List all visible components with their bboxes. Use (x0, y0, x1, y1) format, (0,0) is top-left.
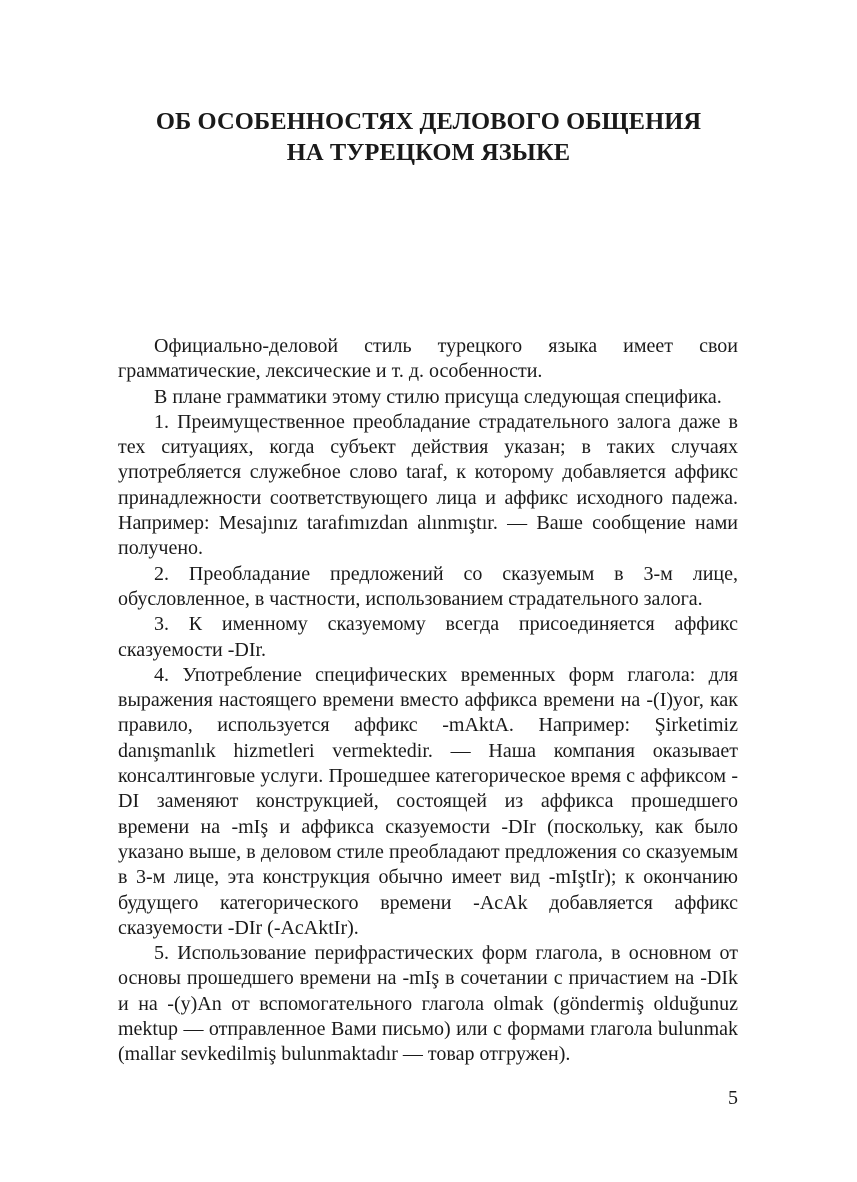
paragraph-intro: Официально-деловой стиль турецкого языка имеет свои грамматические, лексические и т. д. особенности. (118, 335, 738, 383)
page-number: 5 (728, 1087, 738, 1109)
paragraph-grammar-lead: В плане грамматики этому стилю присуща следующая специфика. (154, 385, 722, 408)
page-title (100, 106, 757, 168)
paragraph-item-2: 2. Преобладание предложений со сказуемым в 3-м лице, обусловленное, в частности, использованием страдательного залога. (118, 562, 738, 610)
page-title-line-2: НА ТУРЕЦКОМ ЯЗЫКЕ (286, 139, 571, 166)
paragraph-item-3: 3. К именному сказуемому всегда присоединяется аффикс сказуемости -DIr. (118, 613, 738, 661)
paragraph-item-1: 1. Преимущественное преобладание страдательного залога даже в тех ситуациях, когда субъект действия указан; в таких случаях употребляется служебное слово taraf, к которому добавляется аффикс принадлежности соответствующего лица и аффикс исходного падежа. Например: Mesajınız tarafımızdan alınmıştır. — Ваше сообщение нами получено. (118, 410, 738, 560)
paragraph-item-5: 5. Использование перифрастических форм глагола, в основном от основы прошедшего времени на -mIş в сочетании с причастием на -DIk и на -(y)An от вспомогательного глагола olmak (göndermiş olduğunuz mektup — отправленное Вами письмо) или с формами глагола bulunmak (mallar sevkedilmiş bulunmaktadır — товар отгружен). (118, 942, 738, 1066)
body-text (118, 334, 738, 1068)
paragraph-item-4: 4. Употребление специфических временных форм глагола: для выражения настоящего времени вместо аффикса времени на -(I)yor, как правило, используется аффикс -mAktA. Например: Şirketimiz danışmanlık hizmetleri vermektedir. — Наша компания оказывает консалтинговые услуги. Прошедшее категорическое время с аффиксом -DI заменяют конструкцией, состоящей из аффикса прошедшего времени на -mIş и аффикса сказуемости -DIr (поскольку, как было указано выше, в деловом стиле преобладают предложения со сказуемым в 3-м лице, эта конструкция обычно имеет вид -mIştIr); к окончанию будущего категорического времени -AcAk добавляется аффикс сказуемости -DIr (-AcAktIr). (118, 663, 738, 939)
page-title-line-1: ОБ ОСОБЕННОСТЯХ ДЕЛОВОГО ОБЩЕНИЯ (155, 108, 702, 135)
